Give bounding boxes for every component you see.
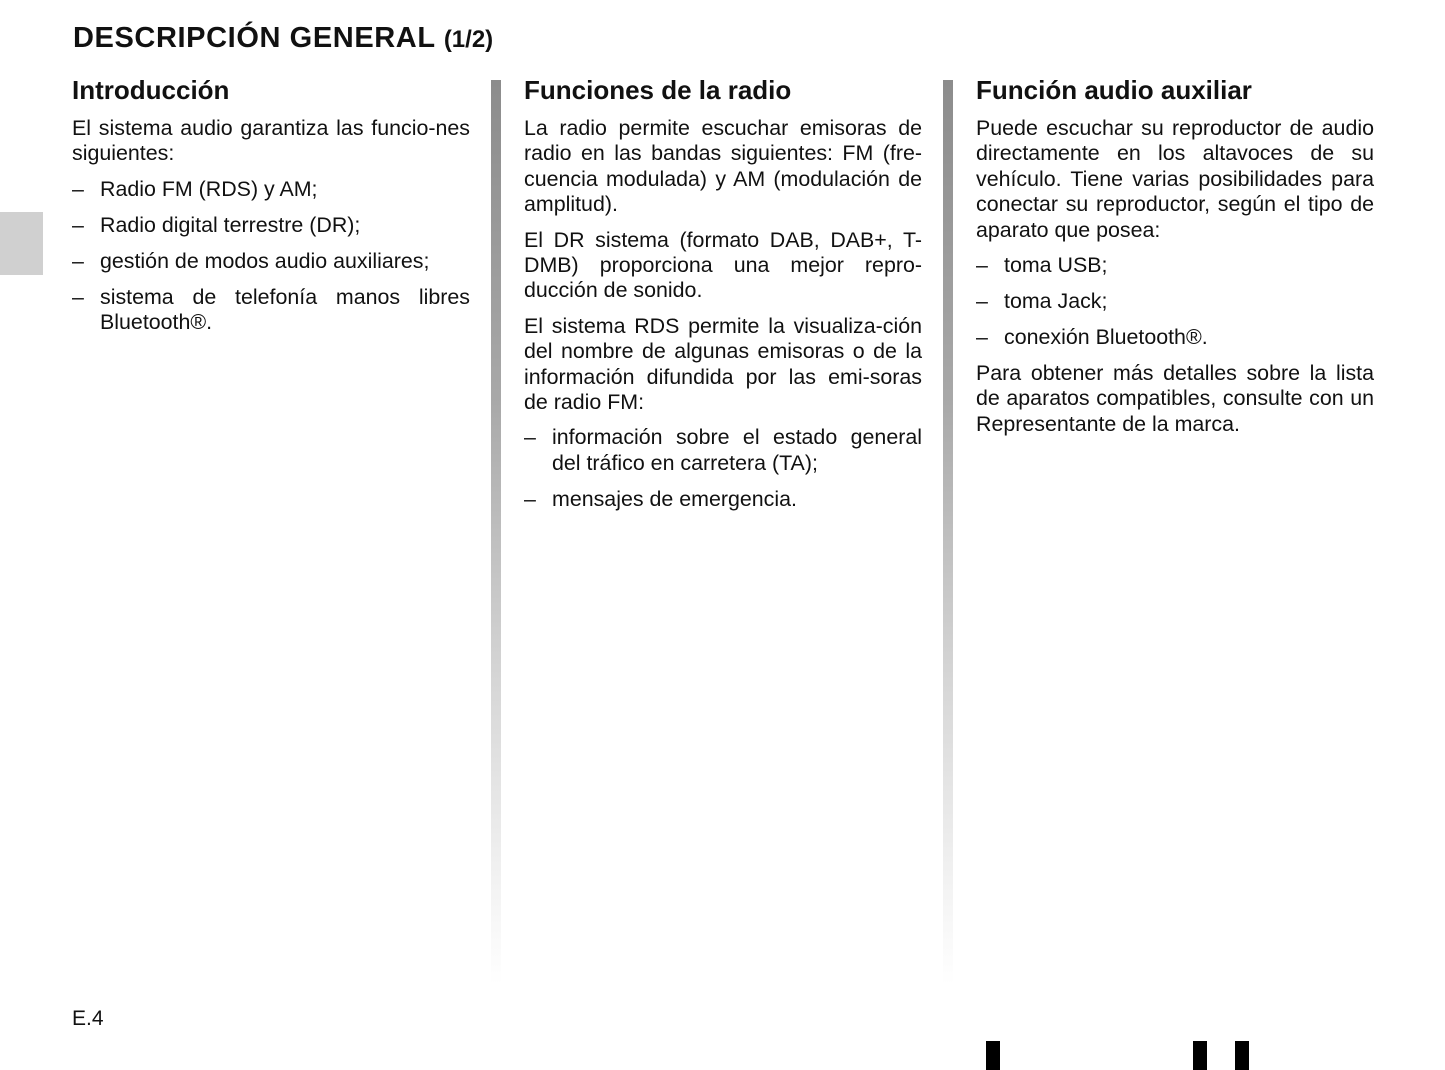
section-heading: Introducción bbox=[72, 75, 230, 105]
list-item-text: Radio FM (RDS) y AM; bbox=[100, 176, 318, 201]
dash-list bbox=[524, 425, 922, 512]
section-heading: Función audio auxiliar bbox=[976, 75, 1252, 105]
paragraph: Puede escuchar su reproductor de audio directamente en los altavoces de su vehículo. Tiene varias posibilidades para conectar su reproductor, según el tipo de aparato que posea: bbox=[976, 116, 1374, 242]
list-item bbox=[72, 249, 470, 274]
list-item bbox=[976, 253, 1374, 278]
section-body bbox=[72, 116, 470, 335]
section-heading: Funciones de la radio bbox=[524, 75, 792, 105]
dash-bullet-icon: – bbox=[72, 176, 84, 201]
dash-bullet-icon: – bbox=[524, 425, 536, 450]
paragraph: El sistema audio garantiza las funcio-nes siguientes: bbox=[72, 116, 470, 166]
list-item-text: sistema de telefonía manos libres Bluetooth®. bbox=[100, 284, 470, 334]
list-item-text: toma Jack; bbox=[1004, 288, 1108, 313]
paragraph: El DR sistema (formato DAB, DAB+, T-DMB) proporciona una mejor repro-ducción de sonido. bbox=[524, 227, 922, 303]
page-title-part: (1/2) bbox=[443, 26, 494, 53]
paragraph: El sistema RDS permite la visualiza-ción del nombre de algunas emisoras o de la información difundida por las emi-soras de radio FM: bbox=[524, 313, 922, 415]
column-divider-1 bbox=[491, 80, 501, 985]
section-body bbox=[976, 116, 1374, 437]
list-item bbox=[72, 177, 470, 202]
column-funciones-radio bbox=[524, 74, 922, 523]
list-item-text: información sobre el estado general del tráfico en carretera (TA); bbox=[552, 425, 922, 475]
list-item bbox=[72, 213, 470, 238]
page-number: E.4 bbox=[72, 1007, 104, 1030]
dash-bullet-icon: – bbox=[72, 284, 84, 309]
print-crop-mark bbox=[1193, 1041, 1207, 1070]
dash-list bbox=[72, 177, 470, 336]
list-item bbox=[72, 285, 470, 336]
list-item bbox=[976, 289, 1374, 314]
list-item-text: gestión de modos audio auxiliares; bbox=[100, 248, 430, 273]
list-item bbox=[976, 325, 1374, 350]
section-body bbox=[524, 116, 922, 512]
dash-bullet-icon: – bbox=[976, 324, 988, 349]
page-title bbox=[73, 22, 493, 55]
list-item bbox=[524, 425, 922, 476]
list-item bbox=[524, 487, 922, 512]
print-crop-mark bbox=[986, 1041, 1000, 1070]
dash-list bbox=[976, 253, 1374, 350]
dash-bullet-icon: – bbox=[72, 212, 84, 237]
column-audio-auxiliar bbox=[976, 74, 1374, 447]
list-item-text: toma USB; bbox=[1004, 253, 1108, 278]
print-crop-mark bbox=[1235, 1041, 1249, 1070]
dash-bullet-icon: – bbox=[72, 248, 84, 273]
list-item-text: conexión Bluetooth®. bbox=[1004, 324, 1208, 349]
column-introduccion bbox=[72, 74, 470, 346]
dash-bullet-icon: – bbox=[524, 486, 536, 511]
page-title-text: DESCRIPCIÓN GENERAL bbox=[73, 22, 436, 54]
list-item-text: mensajes de emergencia. bbox=[552, 486, 797, 511]
dash-bullet-icon: – bbox=[976, 253, 988, 278]
dash-bullet-icon: – bbox=[976, 288, 988, 313]
column-divider-2 bbox=[943, 80, 953, 985]
section-tab-marker bbox=[0, 212, 43, 275]
paragraph: La radio permite escuchar emisoras de radio en las bandas siguientes: FM (fre-cuencia modulada) y AM (modulación de amplitud). bbox=[524, 116, 922, 217]
list-item-text: Radio digital terrestre (DR); bbox=[100, 212, 361, 237]
paragraph: Para obtener más detalles sobre la lista de aparatos compatibles, consulte con un Representante de la marca. bbox=[976, 360, 1374, 436]
